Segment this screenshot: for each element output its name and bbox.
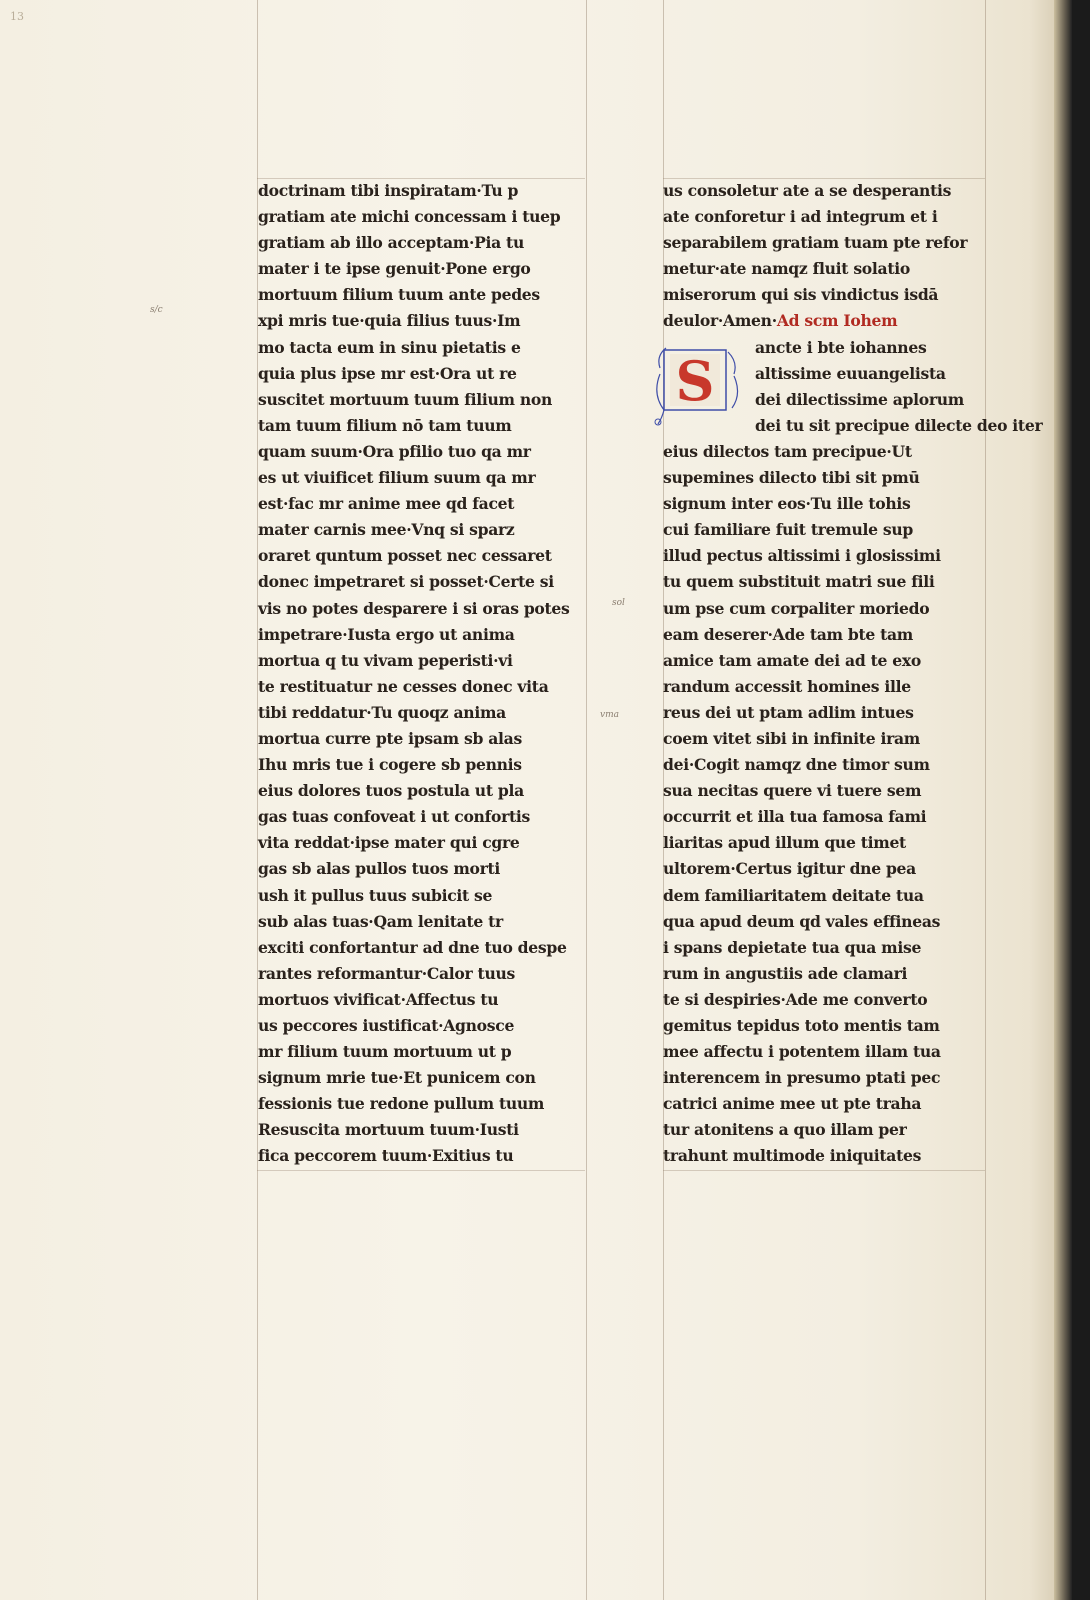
ruling-line (663, 1170, 985, 1171)
text-line: vita reddat·ipse mater qui cgre (258, 833, 520, 853)
text-line: est·fac mr anime mee qd facet (258, 494, 515, 514)
text-line: miserorum qui sis vindictus isdā (663, 285, 939, 305)
text-line: amice tam amate dei ad te exo (663, 650, 921, 670)
text-line: occurrit et illa tua famosa fami (663, 807, 927, 827)
text-line: metur·ate namqz fluit solatio (663, 259, 910, 279)
text-line: Resuscita mortuum tuum·Iusti (258, 1120, 519, 1140)
text-column-left (258, 178, 584, 1170)
text-line: eius dilectos tam precipue·Ut (663, 441, 912, 461)
text-line: tur atonitens a quo illam per (663, 1120, 907, 1140)
text-line: interencem in presumo ptati pec (663, 1068, 941, 1088)
text-line: mortuum filium tuum ante pedes (258, 285, 540, 305)
text-line: quam suum·Ora pfilio tuo qa mr (258, 441, 531, 461)
ruling-line (985, 0, 986, 1600)
margin-note: vma (600, 710, 619, 720)
decorated-initial (652, 344, 742, 428)
page-edge (1054, 0, 1072, 1600)
text-line: coem vitet sibi in infinite iram (663, 728, 920, 748)
text-line: cui familiare fuit tremule sup (663, 520, 914, 540)
text-line: signum inter eos·Tu ille tohis (663, 494, 911, 514)
text-line: um pse cum corpaliter moriedo (663, 598, 930, 618)
text-line: donec impetraret si posset·Certe si (258, 572, 554, 592)
initial-letter: S (675, 349, 715, 413)
text-line: reus dei ut ptam adlim intues (663, 702, 914, 722)
text-line-segment: deulor·Amen· (663, 311, 777, 331)
folio-number: 13 (10, 10, 24, 23)
text-line: mortuos vivificat·Affectus tu (258, 989, 499, 1009)
text-line: te si despiries·Ade me converto (663, 989, 928, 1009)
ruling-line (586, 0, 587, 1600)
ruling-line (257, 1170, 585, 1171)
text-line: doctrinam tibi inspiratam·Tu p (258, 181, 519, 200)
text-line: rantes reformantur·Calor tuus (258, 963, 516, 983)
text-line: ancte i bte iohannes (755, 337, 927, 357)
text-line: signum mrie tue·Et punicem con (258, 1068, 536, 1088)
text-line: rum in angustiis ade clamari (663, 963, 908, 983)
text-line: us peccores iustificat·Agnosce (258, 1016, 515, 1035)
text-line: sua necitas quere vi tuere sem (663, 781, 922, 801)
text-line: fica peccorem tuum·Exitius tu (258, 1146, 514, 1166)
text-line: illud pectus altissimi i glosissimi (663, 546, 941, 566)
text-line: te restituatur ne cesses donec vita (258, 676, 549, 696)
text-line: dem familiaritatem deitate tua (663, 885, 924, 905)
text-line: vis no potes desparere i si oras potes (258, 598, 570, 618)
text-line: gas sb alas pullos tuos morti (258, 859, 501, 879)
text-line: oraret quntum posset nec cessaret (258, 546, 552, 566)
text-line: xpi mris tue·quia filius tuus·Im (258, 311, 521, 331)
text-line: randum accessit homines ille (663, 676, 911, 696)
text-line: suscitet mortuum tuum filium non (258, 389, 553, 409)
text-line: trahunt multimode iniquitates (663, 1146, 922, 1166)
text-line: separabilem gratiam tuam pte refor (663, 233, 968, 253)
text-line: mater carnis mee·Vnq si sparz (258, 520, 515, 540)
text-line: catrici anime mee ut pte traha (663, 1094, 922, 1114)
text-line: tu quem substituit matri sue fili (663, 572, 935, 592)
text-line: Ihu mris tue i cogere sb pennis (258, 755, 522, 775)
text-line: mortua q tu vivam peperisti·vi (258, 650, 513, 670)
text-line: dei dilectissime aplorum (755, 389, 964, 409)
text-line: us consoletur ate a se desperantis (663, 181, 952, 200)
text-line: mater i te ipse genuit·Pone ergo (258, 259, 531, 279)
text-line: gratiam ate michi concessam i tuep (258, 207, 561, 227)
text-line: ush it pullus tuus subicit se (258, 885, 493, 905)
text-line: qua apud deum qd vales effineas (663, 911, 941, 931)
text-column-right (663, 178, 1043, 1170)
text-line: dei tu sit precipue dilecte deo iter (755, 415, 1043, 435)
text-line: mee affectu i potentem illam tua (663, 1042, 941, 1062)
text-line: mortua curre pte ipsam sb alas (258, 728, 522, 748)
text-line: tibi reddatur·Tu quoqz anima (258, 702, 506, 722)
text-line: gas tuas confoveat i ut confortis (258, 807, 531, 827)
text-line: mo tacta eum in sinu pietatis e (258, 337, 521, 357)
text-line (663, 308, 985, 334)
margin-note: sol (612, 598, 625, 608)
text-line: ate conforetur i ad integrum et i (663, 207, 938, 227)
text-line: gemitus tepidus toto mentis tam (663, 1016, 940, 1035)
text-line: fessionis tue redone pullum tuum (258, 1094, 545, 1114)
text-line: impetrare·Iusta ergo ut anima (258, 624, 515, 644)
text-line: eius dolores tuos postula ut pla (258, 781, 524, 801)
text-line: liaritas apud illum que timet (663, 833, 906, 853)
text-line: tam tuum filium nō tam tuum (258, 415, 512, 435)
rubric: Ad scm Iohem (776, 311, 898, 331)
text-line: i spans depietate tua qua mise (663, 937, 922, 957)
text-line: eam deserer·Ade tam bte tam (663, 624, 914, 644)
text-line: supemines dilecto tibi sit pmū (663, 468, 920, 488)
text-line: mr filium tuum mortuum ut p (258, 1042, 512, 1062)
text-line: exciti confortantur ad dne tuo despe (258, 937, 567, 957)
text-line: ultorem·Certus igitur dne pea (663, 859, 916, 879)
text-line: altissime euuangelista (755, 363, 946, 383)
text-line: dei·Cogit namqz dne timor sum (663, 755, 930, 775)
text-line: gratiam ab illo acceptam·Pia tu (258, 233, 524, 253)
text-line: quia plus ipse mr est·Ora ut re (258, 363, 517, 383)
text-line: sub alas tuas·Qam lenitate tr (258, 911, 503, 931)
margin-note: s/c (150, 305, 163, 315)
text-line: es ut viuificet filium suum qa mr (258, 468, 536, 488)
